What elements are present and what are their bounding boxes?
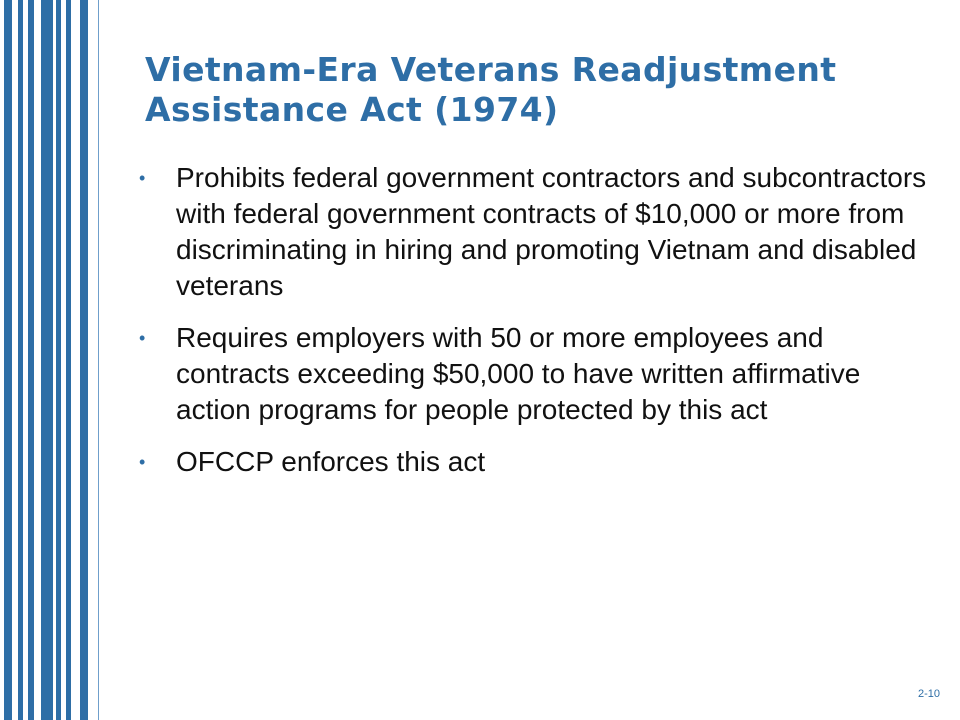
stripe xyxy=(80,0,88,720)
bullet-text: Prohibits federal government contractors and subcontractors with federal government contracts of $10,000 or more from discriminating in hiring and promoting Vietnam and disabled veterans xyxy=(176,162,927,301)
bullet-dot-icon: • xyxy=(139,168,146,188)
stripe xyxy=(66,0,71,720)
stripe xyxy=(98,0,99,720)
stripe xyxy=(56,0,61,720)
slide-number: 2-10 xyxy=(917,688,940,700)
stripe xyxy=(4,0,12,720)
bullet-text: OFCCP enforces this act xyxy=(176,446,486,477)
bullet-text: Requires employers with 50 or more employees and contracts exceeding $50,000 to have written affirmative action programs for people protected by this act xyxy=(176,322,861,425)
stripe xyxy=(18,0,23,720)
decorative-stripes xyxy=(0,0,110,720)
stripe xyxy=(41,0,53,720)
bullet-item xyxy=(138,320,928,428)
stripe xyxy=(28,0,34,720)
slide-title: Vietnam-Era Veterans Readjustment Assistance Act (1974) xyxy=(145,50,837,129)
bullet-item xyxy=(138,160,928,304)
bullet-dot-icon: • xyxy=(139,452,146,472)
bullet-dot-icon: • xyxy=(139,328,146,348)
bullet-list xyxy=(138,160,928,496)
bullet-item xyxy=(138,444,928,480)
